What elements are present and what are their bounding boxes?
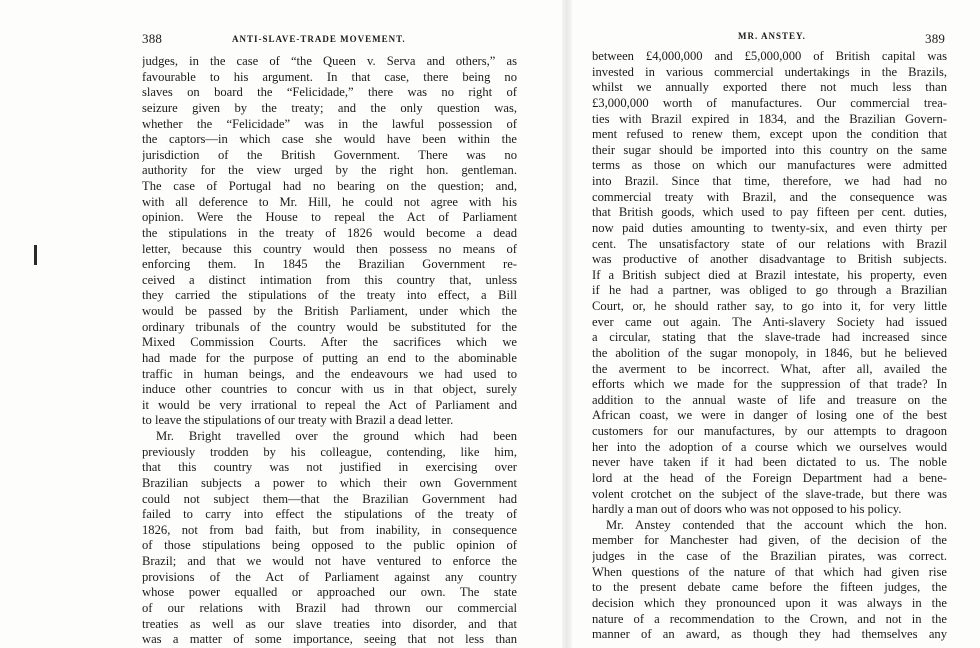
- text-line: opinion. Were the House to repeal the Act of Parliament: [142, 210, 517, 225]
- right-page-number: 389: [925, 31, 946, 46]
- text-line: jurisdiction of the British Government. There was no: [142, 147, 517, 162]
- text-line: would be passed by the British Parliament, under which the: [142, 304, 517, 318]
- text-line: commercial treaty with Brazil, and the consequence was: [592, 189, 947, 204]
- text-line: ever came out again. The Anti-slavery Society had issued: [592, 314, 947, 329]
- text-line: treaties as well as our slave treaties into disorder, and that: [142, 616, 517, 631]
- text-line: Mixed Commission Courts. After the sacrifices which we: [142, 335, 517, 350]
- margin-ink-mark: [34, 245, 37, 265]
- text-line: the averment to be incorrect. What, after all, availed the: [592, 361, 947, 376]
- text-line: was productive of another disadvantage to British subjects.: [592, 252, 947, 267]
- text-line: Court, or, he should rather say, to go into it, for very little: [592, 299, 947, 313]
- text-line: nature of a recommendation to the Crown, and not in the: [592, 611, 947, 626]
- text-line: induce other countries to concur with us in that object, surely: [142, 382, 517, 397]
- text-line: Mr. Bright travelled over the ground which had been: [156, 429, 517, 443]
- text-line: addition to the annual waste of life and treasure on the: [592, 392, 947, 407]
- text-line: cent. The unsatisfactory state of our relations with Brazil: [592, 236, 947, 251]
- text-line: whether the “Felicidade” was in the lawful possession of: [142, 116, 517, 131]
- text-line: Mr. Anstey contended that the account which the hon.: [606, 517, 947, 532]
- text-line: her into the adoption of a course which we ourselves would: [592, 439, 947, 454]
- text-line: 1826, not from bad faith, but from inability, in consequence: [142, 522, 517, 537]
- text-line: manner of an award, as though they had themselves any: [592, 627, 947, 642]
- text-line: invested in various commercial undertakings in the Brazils,: [592, 64, 947, 79]
- text-line: was a matter of some importance, seeing that not less than: [142, 632, 517, 647]
- text-line: member for Manchester had given, of the decision of the: [592, 533, 947, 548]
- left-page-number: 388: [142, 31, 163, 46]
- text-line: The case of Portugal had no bearing on the question; and,: [142, 179, 517, 193]
- text-line: it would be very irrational to repeal the Act of Parliament and: [142, 397, 517, 412]
- text-line: favourable to his argument. In that case, there being no: [142, 69, 517, 84]
- text-line: customers for our manufactures, by our attempts to dragoon: [592, 424, 947, 438]
- text-line: ceived a distinct intimation from this country that, unless: [142, 272, 517, 287]
- text-line: hardly a man out of doors who was not opposed to his policy.: [592, 502, 902, 517]
- text-line: ordinary tribunals of the country would be substituted for the: [142, 319, 517, 334]
- text-line: African coast, we were in danger of losing one of the best: [592, 408, 947, 423]
- text-line: whilst we annually exported there not much less than: [592, 80, 947, 95]
- text-line: provisions of the Act of Parliament against any country: [142, 569, 517, 584]
- text-line: volent crotchet on the subject of the slave-trade, but there was: [592, 486, 947, 501]
- text-line: that British goods, which used to pay fifteen per cent. duties,: [592, 205, 947, 220]
- text-line: decision which they pronounced upon it was always in the: [592, 595, 947, 610]
- text-line: of our relations with Brazil had thrown our commercial: [142, 600, 517, 615]
- text-line: the captors—in which case she would have been within the: [142, 132, 517, 147]
- text-line: judges in the case of the Brazilian pirates, was correct.: [592, 549, 947, 563]
- text-line: previously trodden by his colleague, contending, like him,: [142, 444, 517, 459]
- text-line: into Brazil. Since that time, therefore, we had had no: [592, 174, 947, 188]
- text-line: that this country was not justified in exercising over: [142, 460, 517, 475]
- text-line: terms as those on which our manufactures were admitted: [592, 158, 947, 173]
- left-running-title: ANTI-SLAVE-TRADE MOVEMENT.: [232, 34, 406, 44]
- text-line: their sugar should be imported into this country on the same: [592, 142, 947, 157]
- right-running-title: MR. ANSTEY.: [738, 31, 806, 41]
- text-line: now paid duties amounting to twenty-six, and even thirty per: [592, 220, 947, 235]
- text-line: they carried the stipulations of the treaty into effect, a Bill: [142, 288, 517, 303]
- text-line: failed to carry into effect the stipulations of the treaty of: [142, 507, 517, 522]
- text-line: enforcing them. In 1845 the Brazilian Government re-: [142, 257, 517, 272]
- left-running-head: [142, 31, 517, 47]
- text-line: £3,000,000 worth of manufactures. Our commercial trea-: [592, 95, 947, 110]
- text-line: judges, in the case of “the Queen v. Serva and others,” as: [142, 54, 517, 68]
- text-line: seizure given by the treaty; and the only question was,: [142, 100, 517, 115]
- text-line: the stipulations in the treaty of 1826 would become a dead: [142, 225, 517, 240]
- text-line: ties with Brazil expired in 1834, and the Brazilian Govern-: [592, 111, 947, 126]
- text-line: authority for the view urged by the right hon. gentleman.: [142, 163, 517, 178]
- text-line: between £4,000,000 and £5,000,000 of British capital was: [592, 49, 947, 63]
- text-line: lord at the head of the Foreign Department had a bene-: [592, 470, 947, 485]
- right-page-text: [592, 49, 947, 643]
- text-line: a circular, stating that the slave-trade had increased since: [592, 330, 947, 345]
- text-line: ment refused to renew them, except upon the condition that: [592, 127, 947, 142]
- text-line: If a British subject died at Brazil intestate, his property, even: [592, 267, 947, 282]
- text-line: letter, because this country would then possess no means of: [142, 241, 517, 256]
- text-line: to the present debate came before the fifteen judges, the: [592, 580, 947, 595]
- text-line: whose power equalled or approached our own. The state: [142, 585, 517, 600]
- text-line: traffic in human beings, and the endeavours we had used to: [142, 366, 517, 381]
- text-line: of those stipulations being opposed to the public opinion of: [142, 538, 517, 553]
- text-line: the abolition of the sugar monopoly, in 1846, but he believed: [592, 345, 947, 360]
- text-line: Brazil; and that we would not have ventured to enforce the: [142, 554, 517, 568]
- text-line: When questions of the nature of that which had given rise: [592, 564, 947, 579]
- text-line: had made for the purpose of putting an end to the abominable: [142, 350, 517, 365]
- text-line: Brazilian subjects a power to which their own Government: [142, 475, 517, 490]
- text-line: if he had a partner, was obliged to go through a Brazilian: [592, 283, 947, 298]
- text-line: efforts which we made for the suppression of that trade? In: [592, 377, 947, 392]
- text-line: to leave the stipulations of our treaty with Brazil a dead letter.: [142, 413, 454, 428]
- book-gutter: [562, 0, 572, 648]
- text-line: with all deference to Mr. Hill, he could not agree with his: [142, 194, 517, 209]
- text-line: never have taken if it had been dictated to us. The noble: [592, 455, 947, 470]
- text-line: slaves on board the “Felicidade,” there was no right of: [142, 85, 517, 100]
- text-line: could not subject them—that the Brazilian Government had: [142, 491, 517, 506]
- left-page-text: [142, 54, 517, 648]
